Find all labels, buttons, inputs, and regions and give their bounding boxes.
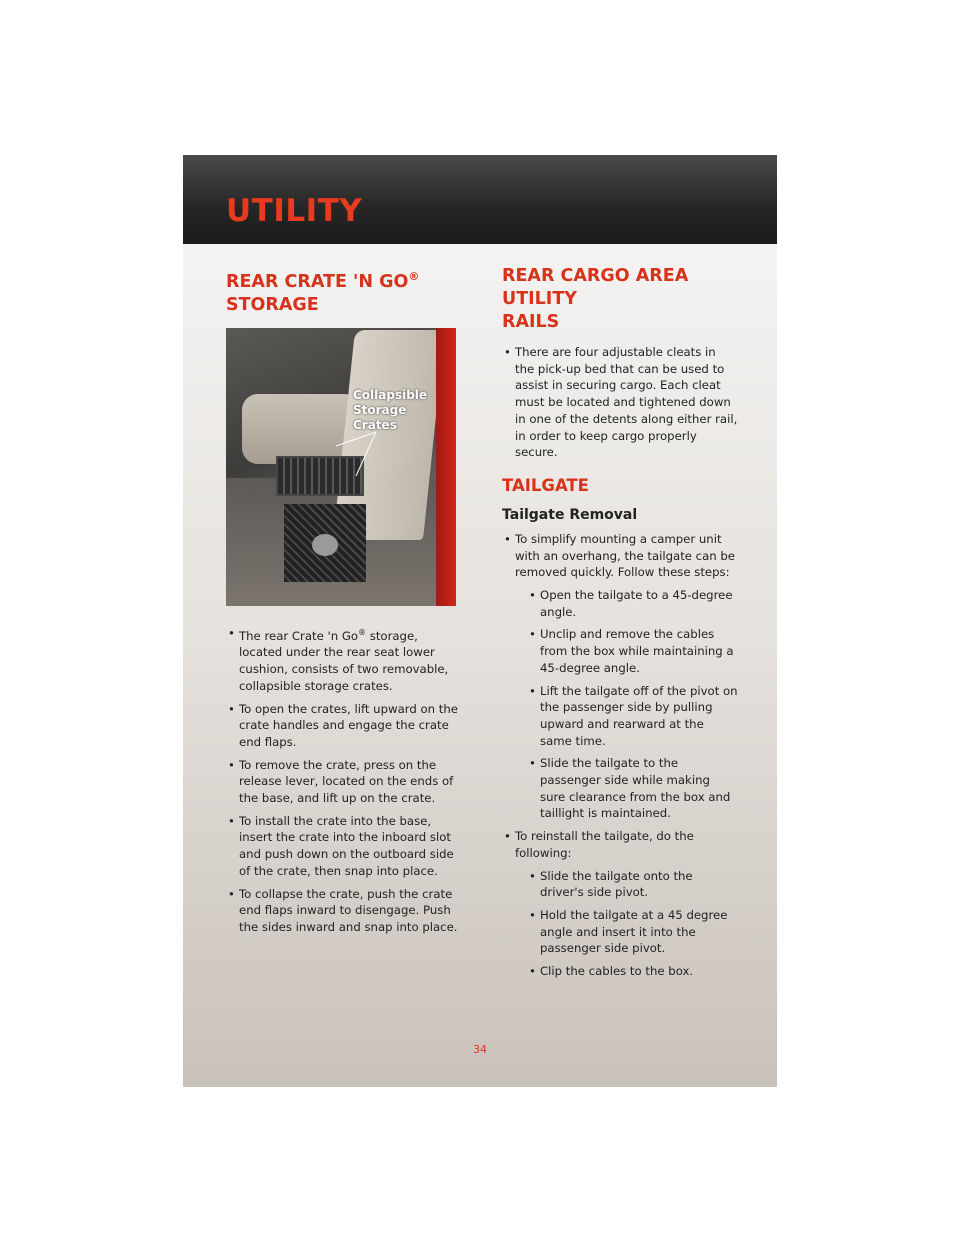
crate-heading-line1: REAR CRATE 'N GO (226, 271, 409, 292)
list-item: • To simplify mounting a camper unit with an overhang, the tailgate can be removed quickly. Follow these steps: • Open the tailgate to a 45-degree angle. • Unclip and remove the cables from the box while maintaining a 45-degree angle. • Lift the tailgate off of the pivot on the passenger side by pulling upward and rearward at the same time. • Slide the tailgate to the passenger side while making sure clearance from the box and taillight is maintained. (502, 531, 738, 822)
list-item: • Open the tailgate to a 45-degree angle. (527, 587, 738, 620)
list-item: • To collapse the crate, push the crate end flaps inward to disengage. Push the sides inward and snap into place. (226, 886, 460, 936)
list-item: • Clip the cables to the box. (527, 963, 738, 980)
list-item: • Slide the tailgate to the passenger side while making sure clearance from the box and taillight is maintained. (527, 755, 738, 822)
tailgate-bullet-list (502, 531, 738, 980)
list-item: • To remove the crate, press on the release lever, located on the ends of the base, and lift up on the crate. (226, 757, 460, 807)
section-header-bar (183, 155, 777, 244)
crate-storage-photo (226, 328, 456, 606)
crate-heading-line2: STORAGE (226, 294, 319, 315)
list-item: • Unclip and remove the cables from the box while maintaining a 45-degree angle. (527, 626, 738, 676)
crate-storage-heading (226, 265, 460, 317)
left-column (226, 265, 460, 942)
list-item: • There are four adjustable cleats in the pick-up bed that can be used to assist in securing cargo. Each cleat must be located and tightened down in one of the detents along either rail, in order to keep cargo properly secure. (502, 344, 738, 461)
list-item: • Hold the tailgate at a 45 degree angle and insert it into the passenger side pivot. (527, 907, 738, 957)
list-item: • Lift the tailgate off of the pivot on the passenger side by pulling upward and rearward at the same time. (527, 683, 738, 750)
manual-page (183, 155, 777, 1087)
tailgate-removal-heading: Tailgate Removal (502, 506, 638, 523)
section-title: UTILITY (226, 193, 363, 229)
rails-bullet-list (502, 344, 738, 461)
list-item: • To install the crate into the base, insert the crate into the inboard slot and push down on the outboard side of the crate, then snap into place. (226, 813, 460, 880)
tailgate-heading: TAILGATE (502, 475, 589, 495)
list-item: • The rear Crate 'n Go® storage, located under the rear seat lower cushion, consists of two removable, collapsible storage crates. (226, 625, 460, 695)
cargo-rails-heading: REAR CARGO AREA UTILITY RAILS (502, 266, 689, 332)
reinstall-steps-list (515, 868, 738, 980)
page-number: 34 (473, 1043, 487, 1056)
registered-mark: ® (408, 270, 420, 283)
list-item: • Slide the tailgate onto the driver's side pivot. (527, 868, 738, 901)
list-item: • To reinstall the tailgate, do the following: • Slide the tailgate onto the driver's side pivot. • Hold the tailgate at a 45 degree angle and insert it into the passenger side pivot. • Clip the cables to the box. (502, 828, 738, 980)
list-item: • To open the crates, lift upward on the crate handles and engage the crate end flaps. (226, 701, 460, 751)
callout-lines (226, 328, 456, 606)
right-column (502, 265, 738, 986)
photo-callout-label: Collapsible Storage Crates (353, 387, 428, 432)
crate-bullet-list (226, 625, 460, 936)
removal-steps-list (515, 587, 738, 822)
